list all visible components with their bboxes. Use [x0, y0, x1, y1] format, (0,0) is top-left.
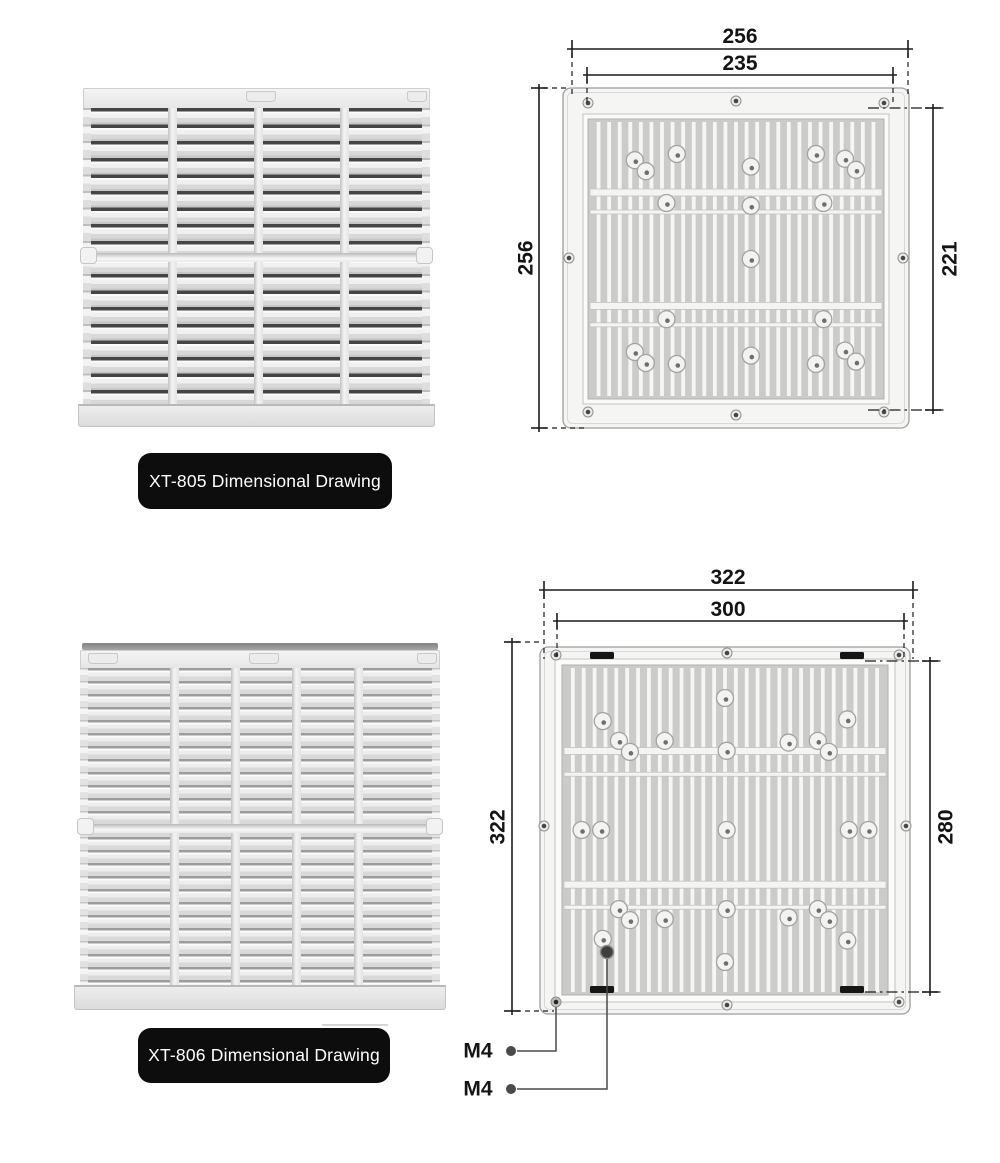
- grommet-pin: [817, 740, 822, 745]
- grommet-pin: [844, 350, 849, 355]
- xt806-module-joint: [80, 824, 440, 833]
- xt806-louvers: [80, 668, 440, 988]
- screw-head: [586, 410, 591, 415]
- xt805-joint-tab: [80, 247, 97, 264]
- grommet-pin: [676, 363, 681, 368]
- m4-hole-marker: [601, 946, 614, 959]
- grommet-pin: [645, 170, 650, 175]
- xt805-module-joint: [83, 253, 430, 262]
- grommet-pin: [844, 158, 849, 163]
- screw-head: [554, 1000, 559, 1005]
- grommet-pin: [725, 750, 730, 755]
- grommet-pin: [750, 166, 755, 171]
- grommet-pin: [663, 918, 668, 923]
- grid-rail: [590, 189, 882, 196]
- xt806-grille-top-cap: [80, 650, 440, 670]
- grommet-pin: [828, 751, 833, 756]
- grommet-pin: [618, 740, 623, 745]
- grommet-pin: [618, 908, 623, 913]
- xt806-outer-width-value: 322: [710, 566, 746, 589]
- grommet-pin: [600, 829, 605, 834]
- grommet-pin: [665, 318, 670, 323]
- screw-head: [901, 256, 906, 261]
- grommet-pin: [634, 351, 639, 356]
- xt806-cap-tab: [88, 653, 118, 664]
- xt805-label-text: XT-805 Dimensional Drawing: [149, 470, 381, 491]
- grommet-pin: [724, 961, 729, 966]
- xt806-top-strip: [82, 643, 438, 650]
- grommet-pin: [855, 361, 860, 366]
- xt806-grille-base: [74, 985, 446, 1010]
- grommet-pin: [846, 719, 851, 724]
- xt805-outer-width-value: 256: [722, 25, 758, 48]
- grommet-pin: [817, 908, 822, 913]
- mounting-clip: [840, 986, 864, 993]
- grommet-pin: [846, 940, 851, 945]
- grommet-pin: [822, 318, 827, 323]
- xt806-m4-callout-1: [463, 1007, 556, 1063]
- xt806-front-photo: [80, 643, 440, 1010]
- xt806-joint-tab: [426, 818, 443, 835]
- grid-rail: [564, 772, 886, 776]
- screw-head: [904, 824, 909, 829]
- grommet-pin: [601, 938, 606, 943]
- grommet-pin: [815, 363, 820, 368]
- grommet-pin: [645, 362, 650, 367]
- xt805-cap-tab: [407, 91, 427, 102]
- xt806-cap-tab: [417, 653, 437, 664]
- grommet-pin: [629, 919, 634, 924]
- grommet-pin: [867, 829, 872, 834]
- xt805-louvers: [83, 108, 430, 407]
- grommet-pin: [580, 829, 585, 834]
- screw-head: [897, 653, 902, 658]
- mounting-clip: [590, 652, 614, 659]
- grid-rail: [590, 302, 882, 309]
- m4-callout-dot: [506, 1084, 516, 1094]
- xt806-label-text: XT-806 Dimensional Drawing: [148, 1045, 380, 1065]
- grommet-pin: [828, 919, 833, 924]
- m4-callout-dot: [506, 1046, 516, 1056]
- screw-head: [725, 1003, 730, 1008]
- grid-rail: [564, 881, 886, 888]
- xt805-outer-height-value: 256: [514, 240, 538, 276]
- artifact-line: [322, 1024, 388, 1026]
- xt806-cap-tab: [249, 653, 279, 664]
- screw-head: [897, 1000, 902, 1005]
- m4-label-1: M4: [463, 1039, 493, 1063]
- screw-head: [882, 101, 887, 106]
- grommet-pin: [750, 258, 755, 263]
- grommet-pin: [787, 917, 792, 922]
- grommet-pin: [676, 153, 681, 158]
- xt806-rear-drawing: [450, 555, 970, 1155]
- xt806-label: [138, 1028, 390, 1083]
- xt806-inner-height-value: 280: [934, 809, 958, 845]
- m4-label-2: M4: [463, 1077, 493, 1101]
- screw-head: [725, 651, 730, 656]
- grommet-pin: [634, 159, 639, 164]
- xt805-inner-width-value: 235: [722, 52, 758, 75]
- grommet-pin: [750, 355, 755, 360]
- xt805-grille-top-cap: [83, 88, 430, 110]
- grommet-pin: [665, 202, 670, 207]
- xt805-grille-base: [78, 404, 435, 427]
- grid-rail: [590, 323, 882, 327]
- xt805-label: [138, 453, 392, 509]
- screw-head: [554, 653, 559, 658]
- mounting-clip: [840, 652, 864, 659]
- xt805-cap-tab: [246, 91, 276, 102]
- xt806-joint-tab: [77, 818, 94, 835]
- screw-head: [734, 99, 739, 104]
- grommet-pin: [815, 153, 820, 158]
- xt805-front-photo: [83, 88, 430, 427]
- grommet-pin: [663, 740, 668, 745]
- grommet-pin: [848, 829, 853, 834]
- grommet-pin: [750, 205, 755, 210]
- grommet-pin: [601, 720, 606, 725]
- grid-rail: [590, 210, 882, 214]
- grommet-pin: [822, 202, 827, 207]
- mounting-clip: [590, 986, 614, 993]
- grommet-pin: [724, 697, 729, 702]
- xt806-inner-width-value: 300: [710, 598, 746, 621]
- screw-head: [542, 824, 547, 829]
- grommet-pin: [855, 169, 860, 174]
- screw-head: [586, 101, 591, 106]
- xt805-inner-height-value: 221: [938, 241, 962, 277]
- xt805-rear-drawing: [500, 20, 970, 480]
- xt805-joint-tab: [416, 247, 433, 264]
- screw-head: [734, 413, 739, 418]
- xt806-outer-height-value: 322: [486, 809, 510, 845]
- grommet-pin: [725, 908, 730, 913]
- grommet-pin: [787, 742, 792, 747]
- grommet-pin: [629, 751, 634, 756]
- grommet-pin: [725, 829, 730, 834]
- screw-head: [567, 256, 572, 261]
